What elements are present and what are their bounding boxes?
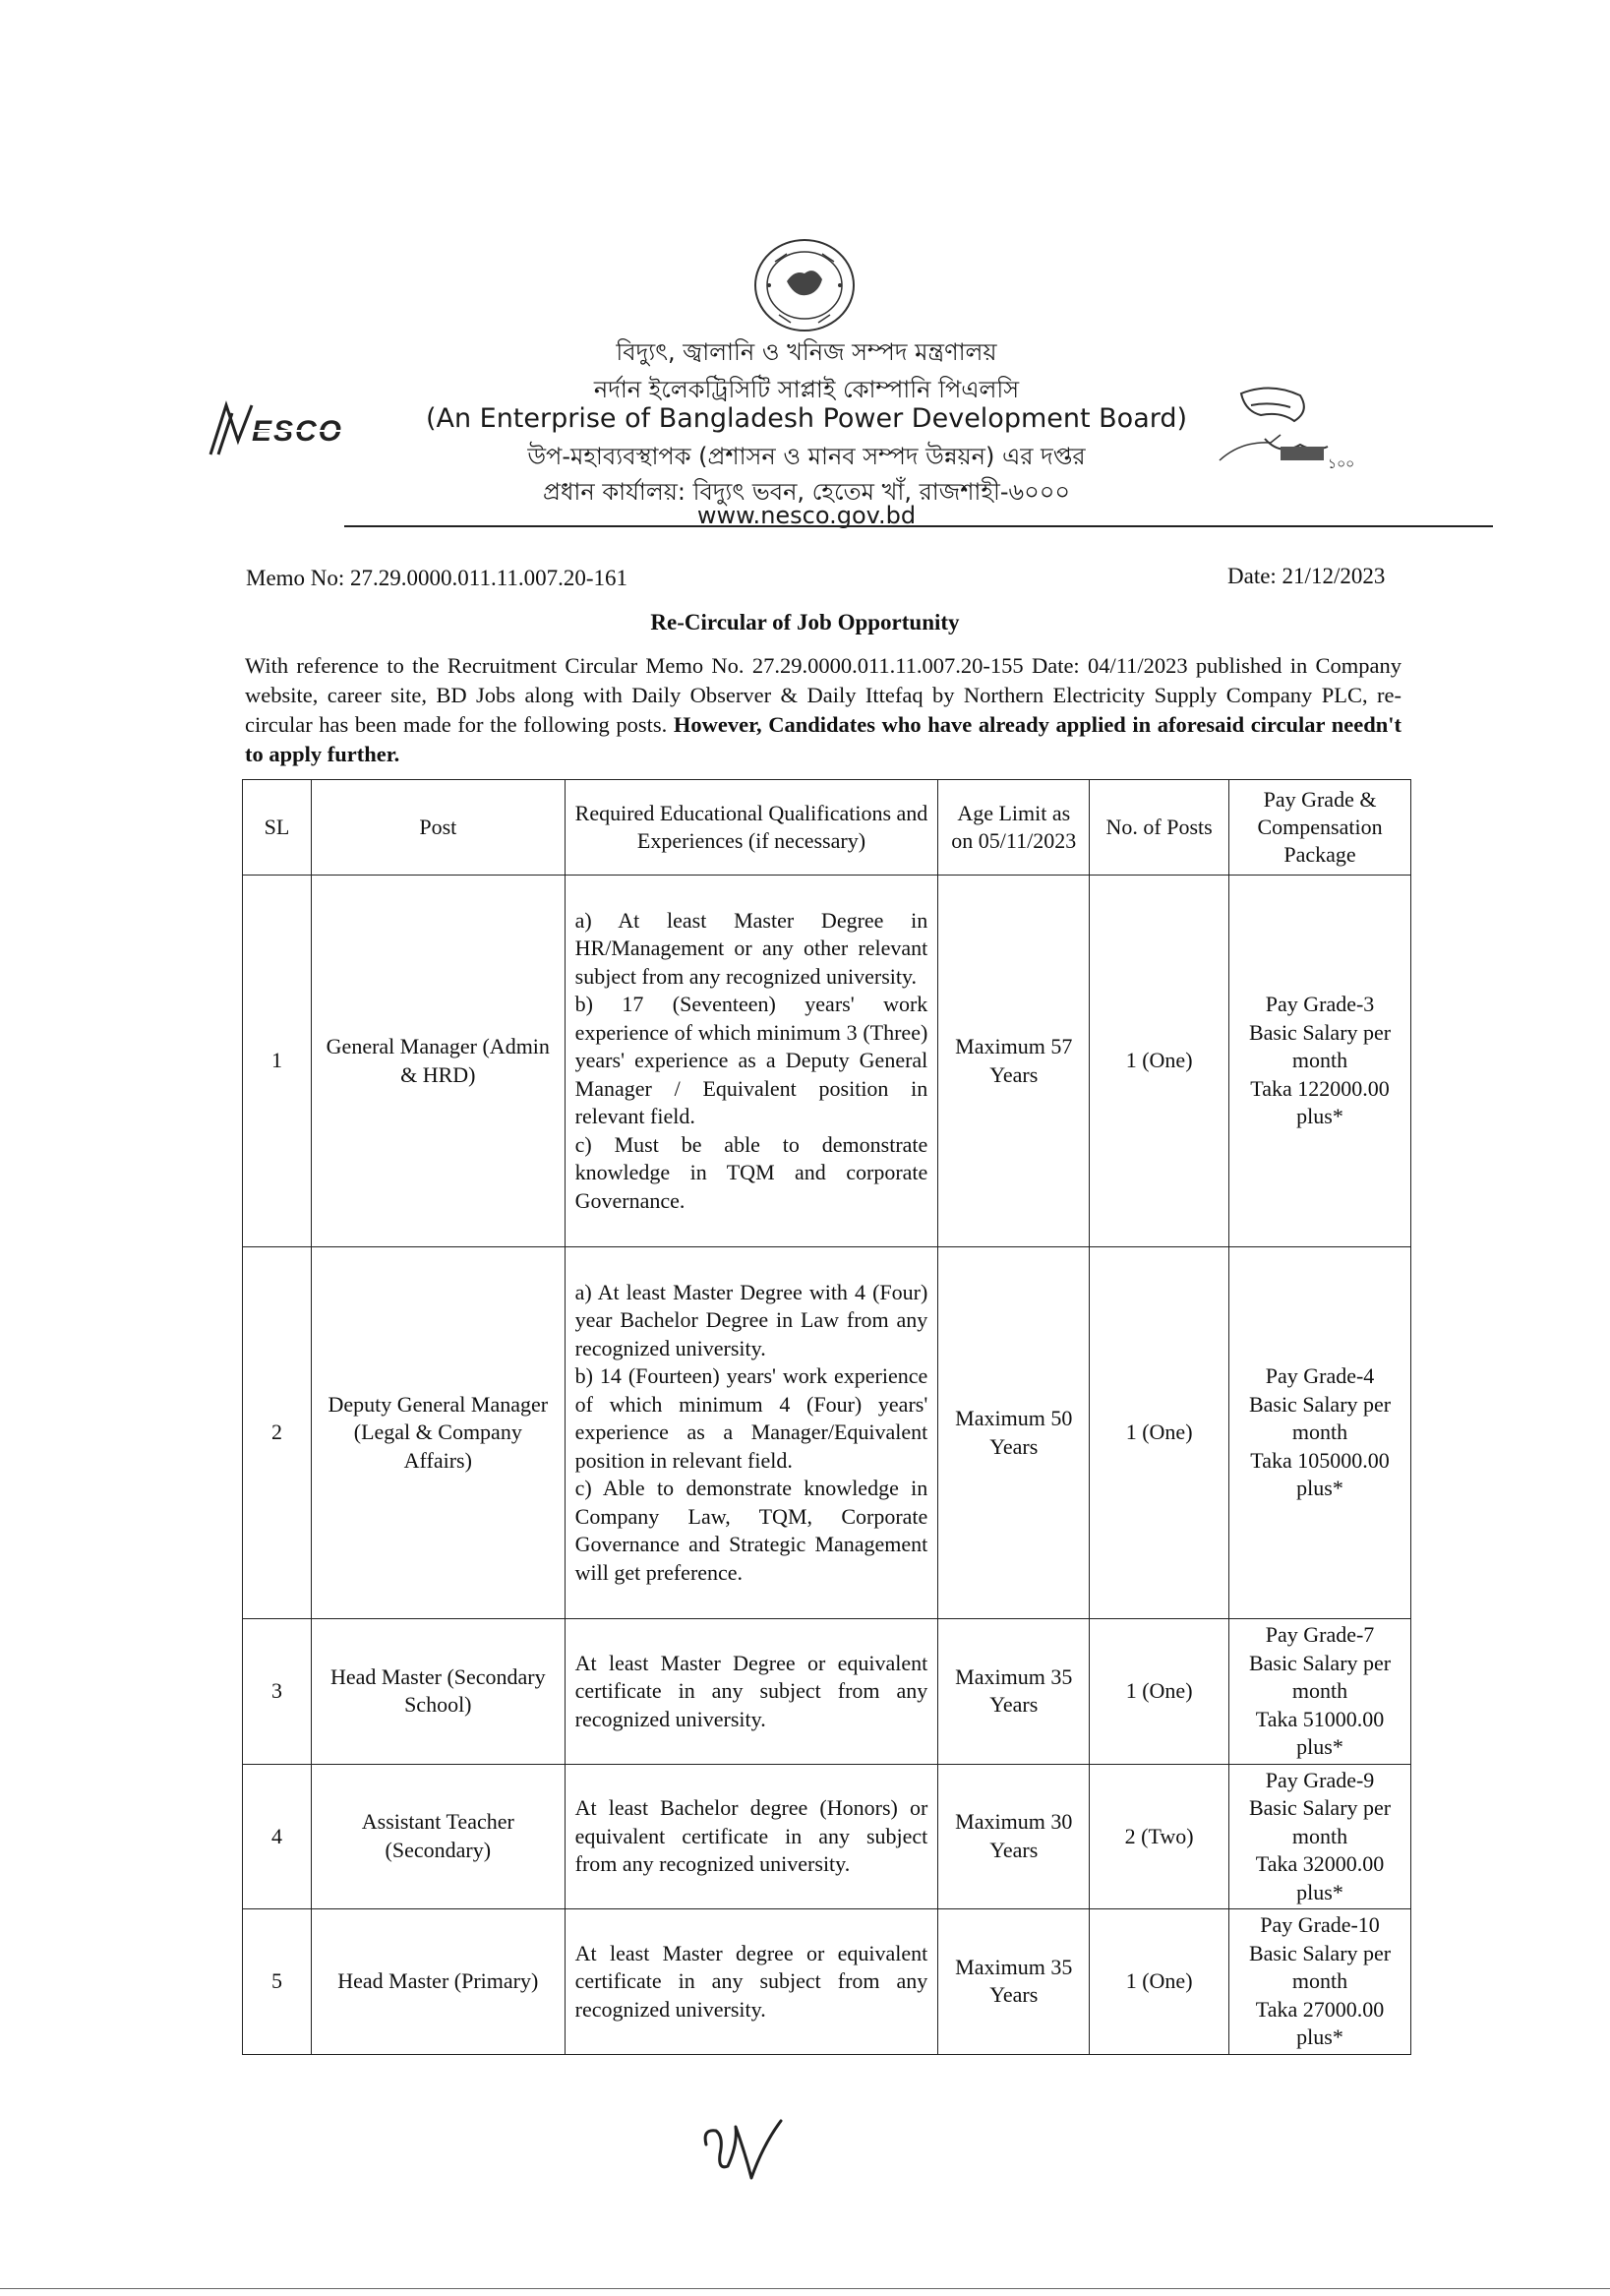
page-bottom-edge xyxy=(0,2288,1610,2289)
svg-text:১০০: ১০০ xyxy=(1328,456,1355,472)
enterprise-line: (An Enterprise of Bangladesh Power Development Board) xyxy=(425,403,1188,434)
table-row xyxy=(243,1619,1411,1765)
pay-grade: Pay Grade-10 xyxy=(1260,1912,1380,1937)
row-qualifications xyxy=(565,1247,938,1619)
table-row xyxy=(243,1247,1411,1619)
header-divider xyxy=(344,525,1493,527)
svg-text:ESCO: ESCO xyxy=(252,415,344,448)
salary-amount: Taka 105000.00 plus* xyxy=(1250,1447,1390,1501)
row-pay-grade xyxy=(1229,876,1411,1247)
row-age-limit: Maximum 50 Years xyxy=(938,1247,1090,1619)
header-age-limit: Age Limit as on 05/11/2023 xyxy=(938,780,1090,876)
department-name: উপ-মহাব্যবস্থাপক (প্রশাসন ও মানব সম্পদ উন্নয়ন) এর দপ্তর xyxy=(527,443,1086,470)
table-row xyxy=(243,1909,1411,2055)
row-no-of-posts: 1 (One) xyxy=(1090,1909,1229,2055)
government-seal-icon xyxy=(730,236,880,334)
qualification-item: c) Must be able to demonstrate knowledge in TQM and corporate Governance. xyxy=(574,1131,928,1213)
header-sl: SL xyxy=(243,780,312,876)
row-post: Head Master (Secondary School) xyxy=(311,1619,565,1765)
mujib-100-logo xyxy=(1212,382,1408,476)
row-pay-grade xyxy=(1229,1909,1411,2055)
row-pay-grade xyxy=(1229,1619,1411,1765)
job-table xyxy=(242,779,1411,2055)
header-qualifications: Required Educational Qualifications and Experiences (if necessary) xyxy=(565,780,938,876)
pay-grade: Pay Grade-3 xyxy=(1265,992,1375,1017)
row-sl: 1 xyxy=(243,876,312,1247)
memo-number: Memo No: 27.29.0000.011.11.007.20-161 xyxy=(246,566,628,590)
row-pay-grade xyxy=(1229,1764,1411,1909)
row-no-of-posts: 2 (Two) xyxy=(1090,1764,1229,1909)
row-age-limit: Maximum 30 Years xyxy=(938,1764,1090,1909)
header-pay-grade: Pay Grade & Compensation Package xyxy=(1229,780,1411,876)
row-age-limit: Maximum 35 Years xyxy=(938,1619,1090,1765)
table-header-row xyxy=(243,780,1411,876)
nesco-logo xyxy=(205,397,391,460)
website-link[interactable]: www.nesco.gov.bd xyxy=(696,502,917,529)
row-no-of-posts: 1 (One) xyxy=(1090,1619,1229,1765)
qualification-item: c) Able to demonstrate knowledge in Company Law, TQM, Corporate Governance and Strategic Management will get preference. xyxy=(574,1476,928,1585)
row-no-of-posts: 1 (One) xyxy=(1090,876,1229,1247)
intro-bold-note: However, Candidates who have already applied in aforesaid circular needn't to apply further. xyxy=(245,712,1401,766)
memo-date: Date: 21/12/2023 xyxy=(1227,564,1386,588)
basic-salary-label: Basic Salary per month xyxy=(1248,1019,1392,1073)
row-post: Assistant Teacher (Secondary) xyxy=(311,1764,565,1909)
company-name-bangla: নর্দান ইলেকট্রিসিটি সাপ্লাই কোম্পানি পিএলসি xyxy=(593,376,1020,403)
qualification-item: a) At least Master Degree in HR/Management or any other relevant subject from any recognized university. xyxy=(574,907,928,989)
office-address: প্রধান কার্যালয়: বিদ্যুৎ ভবন, হেতেম খাঁ, রাজশাহী-৬০০০ xyxy=(543,478,1070,506)
qualification-item: At least Master Degree or equivalent certificate in any subject from any recognized university. xyxy=(574,1650,928,1731)
row-post: Head Master (Primary) xyxy=(311,1909,565,2055)
row-post: General Manager (Admin & HRD) xyxy=(311,876,565,1247)
qualification-item: At least Bachelor degree (Honors) or equivalent certificate in any subject from any recognized university. xyxy=(574,1795,928,1876)
salary-amount: Taka 122000.00 plus* xyxy=(1250,1075,1390,1129)
row-qualifications xyxy=(565,876,938,1247)
table-row xyxy=(243,1764,1411,1909)
row-no-of-posts: 1 (One) xyxy=(1090,1247,1229,1619)
row-qualifications xyxy=(565,1619,938,1765)
qualification-item: b) 14 (Fourteen) years' work experience of which minimum 4 (Four) years' experience as a Manager/Equivalent position in relevant field. xyxy=(574,1363,928,1473)
header-no-of-posts: No. of Posts xyxy=(1090,780,1229,876)
row-qualifications xyxy=(565,1909,938,2055)
ministry-name: বিদ্যুৎ, জ্বালানি ও খনিজ সম্পদ মন্ত্রণালয় xyxy=(616,338,997,366)
salary-amount: Taka 32000.00 plus* xyxy=(1255,1851,1385,1904)
row-sl: 5 xyxy=(243,1909,312,2055)
basic-salary-label: Basic Salary per month xyxy=(1248,1650,1392,1703)
basic-salary-label: Basic Salary per month xyxy=(1248,1795,1392,1848)
pay-grade: Pay Grade-9 xyxy=(1265,1767,1375,1792)
qualification-item: b) 17 (Seventeen) years' work experience of which minimum 3 (Three) years' experience as a Deputy General Manager / Equivalent position in relevant field. xyxy=(574,992,928,1129)
row-sl: 4 xyxy=(243,1764,312,1909)
table-row xyxy=(243,876,1411,1247)
row-sl: 2 xyxy=(243,1247,312,1619)
intro-text: With reference to the Recruitment Circular Memo No. 27.29.0000.011.11.007.20-155 Date: 04/11/2023 published in Company website, career site, BD Jobs along with Daily Observer & Daily Ittefaq by Northern Electricity Supply Company PLC, re-circular has been made for the following posts. xyxy=(245,653,1401,737)
salary-amount: Taka 27000.00 plus* xyxy=(1255,1996,1385,2049)
row-qualifications xyxy=(565,1764,938,1909)
pay-grade: Pay Grade-4 xyxy=(1265,1363,1375,1389)
row-pay-grade xyxy=(1229,1247,1411,1619)
document-title: Re-Circular of Job Opportunity xyxy=(650,610,960,634)
salary-amount: Taka 51000.00 plus* xyxy=(1255,1706,1385,1759)
row-age-limit: Maximum 35 Years xyxy=(938,1909,1090,2055)
row-post: Deputy General Manager (Legal & Company Affairs) xyxy=(311,1247,565,1619)
qualification-item: At least Master degree or equivalent certificate in any subject from any recognized university. xyxy=(574,1940,928,2022)
header-post: Post xyxy=(311,780,565,876)
row-age-limit: Maximum 57 Years xyxy=(938,876,1090,1247)
basic-salary-label: Basic Salary per month xyxy=(1248,1391,1392,1445)
pay-grade: Pay Grade-7 xyxy=(1265,1622,1375,1647)
basic-salary-label: Basic Salary per month xyxy=(1248,1940,1392,1993)
qualification-item: a) At least Master Degree with 4 (Four) year Bachelor Degree in Law from any recognized university. xyxy=(574,1279,928,1360)
row-sl: 3 xyxy=(243,1619,312,1765)
handwritten-signature xyxy=(698,2115,787,2186)
intro-paragraph xyxy=(245,651,1401,769)
